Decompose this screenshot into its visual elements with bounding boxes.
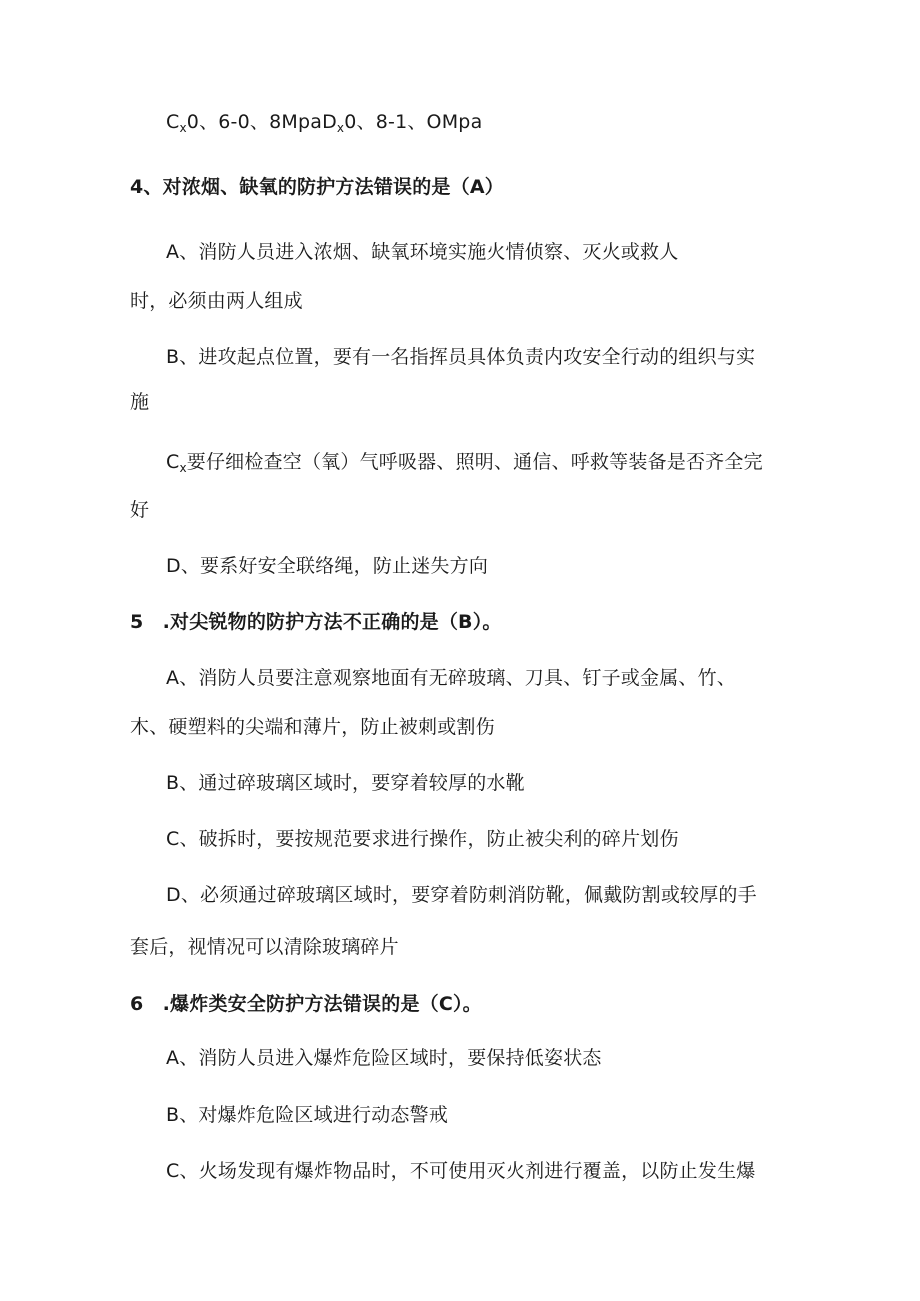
option-c-letter: C — [166, 111, 180, 133]
question-4-option-c-letter: C — [166, 451, 180, 473]
question-4-option-c-line1 — [166, 449, 763, 481]
question-4-option-a-line2: 时，必须由两人组成 — [130, 290, 303, 312]
question-5-option-c: C、破拆时，要按规范要求进行操作，防止被尖利的碎片划伤 — [166, 828, 679, 850]
question-5-option-b: B、通过碎玻璃区域时，要穿着较厚的水靴 — [166, 772, 525, 794]
question-6-option-b: B、对爆炸危险区域进行动态警戒 — [166, 1104, 449, 1126]
question-4-option-c-subscript: x — [179, 461, 187, 475]
question-4-option-c-line2: 好 — [130, 499, 150, 521]
question-4-title: 4、对浓烟、缺氧的防护方法错误的是（A） — [130, 176, 504, 198]
question-4-option-b-line2: 施 — [130, 391, 150, 413]
question-6-option-c: C、火场发现有爆炸物品时，不可使用灭火剂进行覆盖，以防止发生爆 — [166, 1160, 756, 1182]
question-5-option-a-line1: A、消防人员要注意观察地面有无碎玻璃、刀具、钉子或金属、竹、 — [166, 667, 736, 689]
option-c-subscript: x — [179, 121, 187, 135]
option-d-value: 0、8-1、OMpa — [344, 111, 483, 133]
question-5-option-a-line2: 木、硬塑料的尖端和薄片，防止被刺或割伤 — [130, 716, 495, 738]
option-c-value: 0、6-0、8MpaD — [186, 111, 337, 133]
option-d-subscript: x — [336, 121, 345, 135]
question-5-title: 5 .对尖锐物的防护方法不正确的是（B）。 — [130, 611, 502, 633]
question-4-option-a-line1: A、消防人员进入浓烟、缺氧环境实施火情侦察、灭火或救人 — [166, 241, 679, 263]
question-4-option-b-line1: B、进攻起点位置，要有一名指挥员具体负责内攻安全行动的组织与实 — [166, 346, 756, 368]
option-c-d-line — [166, 109, 482, 141]
question-4-option-c-text: 要仔细检查空（氧）气呼吸器、照明、通信、呼救等装备是否齐全完 — [186, 451, 763, 473]
question-5-option-d-line1: D、必须通过碎玻璃区域时，要穿着防刺消防靴，佩戴防割或较厚的手 — [166, 884, 757, 906]
question-6-title: 6 .爆炸类安全防护方法错误的是（C）。 — [130, 993, 482, 1015]
question-4-option-d: D、要系好安全联络绳，防止迷失方向 — [166, 555, 489, 577]
question-6-option-a: A、消防人员进入爆炸危险区域时，要保持低姿状态 — [166, 1047, 602, 1069]
question-5-option-d-line2: 套后，视情况可以清除玻璃碎片 — [130, 936, 399, 958]
